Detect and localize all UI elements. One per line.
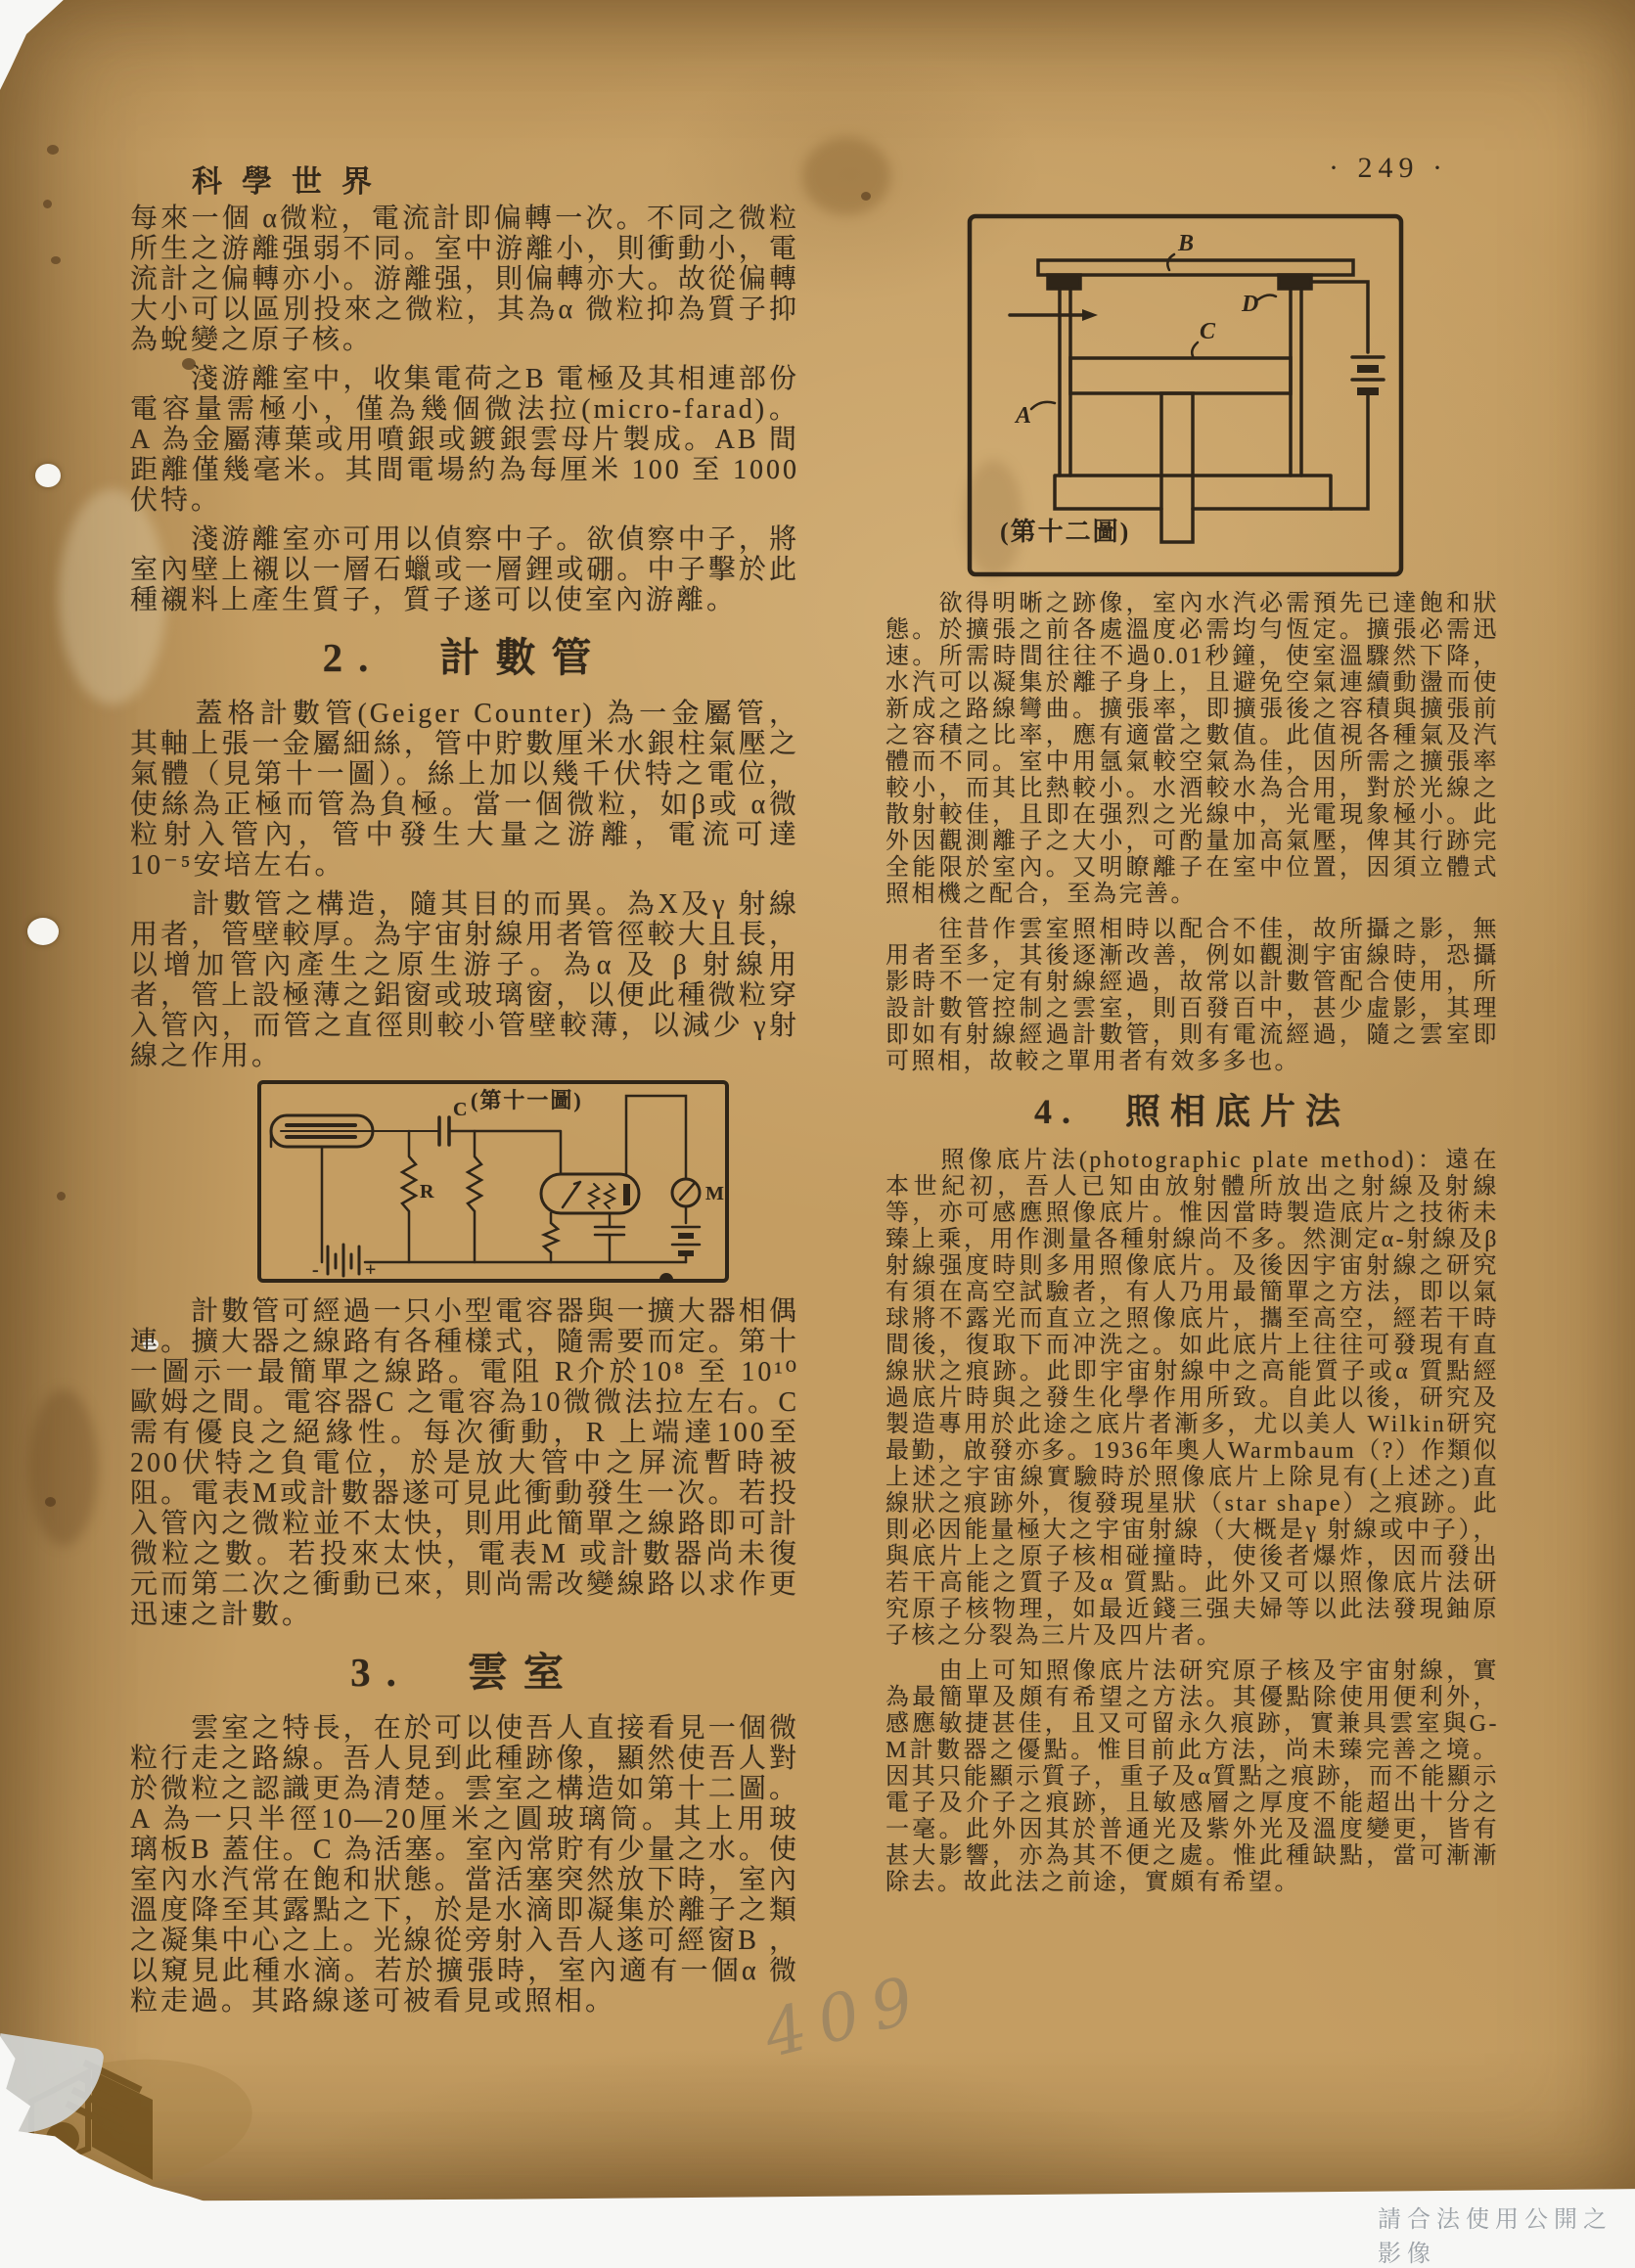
- figure-11-geiger-circuit: [257, 1080, 729, 1283]
- battery-symbol: [328, 1245, 359, 1276]
- left-column: [130, 204, 799, 2025]
- triode-filament: [589, 1184, 614, 1208]
- triode-plate: [623, 1184, 630, 1205]
- right-column: [886, 591, 1499, 1905]
- punch-hole: [27, 918, 59, 945]
- resistor-2: [468, 1131, 481, 1262]
- capacitor-c: [439, 1117, 449, 1145]
- punch-hole: [35, 464, 61, 487]
- paragraph: 計數管可經過一只小型電容器與一擴大器相偶連。擴大器之線路有各種樣式，隨需要而定。第十一圖示一最簡單之線路。電阻 R介於10⁸ 至 10¹⁰歐姆之間。電容器C 之電容為10微微法拉左右。C需有優良之絕緣性。每次衝動，R 上端達100至200伏特之負電位，於是放大管中之屏流暫時被阻。電表M或計數器遂可見此衝動發生一次。若投入管內之微粒並不太快，則用此簡單之線路即可計微粒之數。若投來太快，電表M 或計數器尚未復元而第二次之衝動已來，則尚需改變線路以求作更迅速之計數。: [130, 1296, 799, 1630]
- paragraph: 雲室之特長，在於可以使吾人直接看見一個微粒行走之路線。吾人見到此種跡像，顯然使吾人對於微粒之認識更為清楚。雲室之構造如第十二圖。A 為一只半徑10—20厘米之圓玻璃筒。其上用玻璃板B 蓋住。C 為活塞。室內常貯有少量之水。使室內水汽常在飽和狀態。當活塞突然放下時，室內溫度降至其露點之下，於是水滴即凝集於離子之類之凝集中心之上。光線從旁射入吾人遂可經窗B ，以窺見此種水滴。若於擴張時，室內適有一個α 微粒走過。其路線遂可被看見或照相。: [130, 1713, 799, 2017]
- label-a: A: [1016, 403, 1032, 429]
- label-b: B: [1178, 231, 1195, 256]
- paragraph: 照像底片法(photographic plate method)：遠在本世紀初，吾人已知由放射體所放出之射線及射線等，亦可感應照像底片。惟因當時製造底片之技術未臻上乘，用作測量各種射線尚不多。然測定α-射線及β射線强度時則多用照像底片。及後因宇宙射線之研究有須在高空試驗者，有人乃用最簡單之方法，即以氣球將不露光而直立之照像底片，攜至高空，經若干時間後，復取下而冲洗之。如此底片上往往可發現有直線狀之痕跡。此即宇宙射線中之高能質子或α 質點經過底片時與之發生化學作用所致。自此以後，研究及製造專用於此途之底片者漸多，尤以美人 Wilkin研究最勤，啟發亦多。1936年奧人Warmbaum（?）作類似上述之宇宙線實驗時於照像底片上除見有(上述之)直線狀之痕跡外，復發現星狀（star shape）之痕跡。此則必因能量極大之宇宙射線（大概是γ 射線或中子），與底片上之原子核相碰撞時，使後者爆炸，因而發出若干高能之質子及α 質點。此外又可以照像底片法研究原子核物理，如最近錢三强夫婦等以此法發現鈾原子核之分裂為三片及四片者。: [886, 1148, 1499, 1649]
- bypass-capacitor: [595, 1213, 624, 1262]
- paper-speck: [861, 192, 871, 201]
- paragraph: 蓋格計數管(Geiger Counter) 為一金屬管，其軸上張一金屬細絲，管中貯數厘米水銀柱氣壓之氣體（見第十一圖）。絲上加以幾千伏特之電位，使絲為正極而管為負極。當一個微粒，如β或 α微粒射入管內，管中發生大量之游離，電流可達10⁻⁵安培左右。: [130, 699, 799, 881]
- paper-speck: [43, 200, 52, 208]
- battery-plus: +: [365, 1259, 377, 1281]
- piston-stem: [1161, 393, 1193, 542]
- section-heading: 4. 照相底片法: [1033, 1092, 1350, 1131]
- label-b-leader: [1167, 254, 1174, 270]
- triode-grid: [563, 1182, 580, 1207]
- piston: [1070, 358, 1291, 393]
- battery-wire-bottom: [1331, 395, 1368, 509]
- paragraph: 每來一個 α微粒，電流計即偏轉一次。不同之微粒所生之游離强弱不同。室中游離小，則衝動小，電流計之偏轉亦小。游離强，則偏轉亦大。故從偏轉大小可以區別投來之微粒，其為α 微粒抑為質子抑為蛻變之原子核。: [130, 204, 799, 355]
- paragraph: 由上可知照像底片法研究原子核及宇宙射線，實為最簡單及頗有希望之方法。其優點除使用便利外，感應敏捷甚佳，且又可留永久痕跡，實兼具雲室與G-M計數器之優點。惟目前此方法，尚未臻完善之境。因其只能顯示質子，重子及α質點之痕跡，而不能顯示電子及介子之痕跡，且敏感層之厚度不能超出十分之一毫。此外因其於普通光及紫外光及溫度變更，皆有甚大影響，亦為其不便之處。惟此種缺點，當可漸漸除去。故此法之前途，實頗有希望。: [886, 1658, 1499, 1895]
- paper-speck: [47, 145, 59, 155]
- paragraph: 計數管之構造，隨其目的而異。為X及γ 射線用者，管壁較厚。為宇宙射線用者管徑較大且長，以增加管內產生之原生游子。為α 及 β 射線用者，管上設極薄之鋁窗或玻璃窗，以便此種微粒穿入管內，而管之直徑則較小管壁較薄，以減少 γ射線之作用。: [130, 889, 799, 1071]
- label-a-leader: [1031, 402, 1055, 409]
- section-heading: 2. 計數管: [322, 635, 608, 680]
- electrode-foot-left: [1048, 275, 1080, 289]
- paragraph: 淺游離室亦可用以偵察中子。欲偵察中子，將室內壁上襯以一層石蠟或一層鋰或硼。中子擊於此種襯料上產生質子，質子遂可以使室內游離。: [130, 524, 799, 615]
- battery-minus: -: [312, 1259, 319, 1281]
- page-number: · 249 ·: [1329, 152, 1448, 184]
- label-d: D: [1242, 292, 1259, 317]
- paragraph: 淺游離室中，收集電荷之B 電極及其相連部份電容量需極小，僅為幾個微法拉(micro-farad)。 A 為金屬薄葉或用噴銀或鍍銀雲母片製成。AB 間距離僅幾毫米。其間電場約為每厘米 100 至 1000 伏特。: [130, 364, 799, 516]
- meter-battery: [678, 1233, 694, 1239]
- label-c: C: [1200, 319, 1216, 344]
- section-heading: 3. 雲室: [350, 1650, 579, 1695]
- paragraph: 往昔作雲室照相時以配合不佳，故所攝之影，無用者至多，其後逐漸改善，例如觀測宇宙線時，恐攝影時不一定有射線經過，故常以計數管配合使用，所設計數管控制之雲室，則百發百中，甚少虛影，其理即如有射線經過計數管，則有電流經過，隨之雲室即可照相，故較之單用者有效多多也。: [886, 917, 1499, 1074]
- pencil-note: 409: [756, 1959, 934, 2073]
- label-d-leader: [1258, 295, 1276, 299]
- paper-speck: [57, 1192, 66, 1201]
- label-c-leader: [1192, 342, 1198, 358]
- resistor-r: [402, 1131, 416, 1262]
- electrode-foot-right: [1279, 275, 1311, 289]
- journal-title: 科學世界: [192, 164, 391, 199]
- battery-plate: [1357, 365, 1379, 373]
- meter-label: M: [705, 1183, 724, 1204]
- grid-wire: [449, 1131, 561, 1174]
- paper-stain: [29, 1389, 98, 1546]
- ink-blot: [659, 1273, 673, 1283]
- paper-speck: [45, 1497, 56, 1507]
- cathode-wire: [271, 1131, 322, 1262]
- paper-speck: [51, 256, 61, 264]
- plate-wire: [626, 1096, 686, 1179]
- battery-wire-top: [1311, 282, 1368, 352]
- figure-12-cloud-chamber: [967, 213, 1404, 577]
- cathode-resistor: [544, 1213, 558, 1262]
- figure-11-caption: (第十一圖): [471, 1088, 583, 1112]
- meter-needle: [680, 1184, 694, 1200]
- capacitor-c-label: C: [453, 1099, 468, 1120]
- glass-plate: [1038, 260, 1353, 275]
- copyright-watermark: 請合法使用公開之影像: [1378, 2207, 1612, 2267]
- paper-stain: [802, 137, 890, 215]
- resistor-r-label: R: [420, 1181, 434, 1202]
- beam-arrow-head: [1082, 309, 1098, 321]
- figure-12-caption: (第十二圖): [1000, 518, 1131, 546]
- meter-battery: [672, 1206, 700, 1227]
- paragraph: 欲得明晰之跡像，室內水汽必需預先已達飽和狀態。於擴張之前各處溫度必需均勻恆定。擴張必需迅速。所需時間往往不過0.01秒鐘，使室溫驟然下降，水汽可以凝集於離子身上，且避免空氣連續動盪而使新成之路線彎曲。擴張率，即擴張後之容積與擴張前之容積之比率，應有適當之數值。此值視各種氣及汽體而不同。室中用氬氣較空氣為佳，因所需之擴張率較小，而其比熱較小。水酒較水為合用，對於光線之散射較佳，且即在强烈之光線中，光電現象極小。此外因觀測離子之大小，可酌量加高氣壓，俾其行跡完全能限於室內。又明瞭離子在室中位置，因須立體式照相機之配合，至為完善。: [886, 591, 1499, 907]
